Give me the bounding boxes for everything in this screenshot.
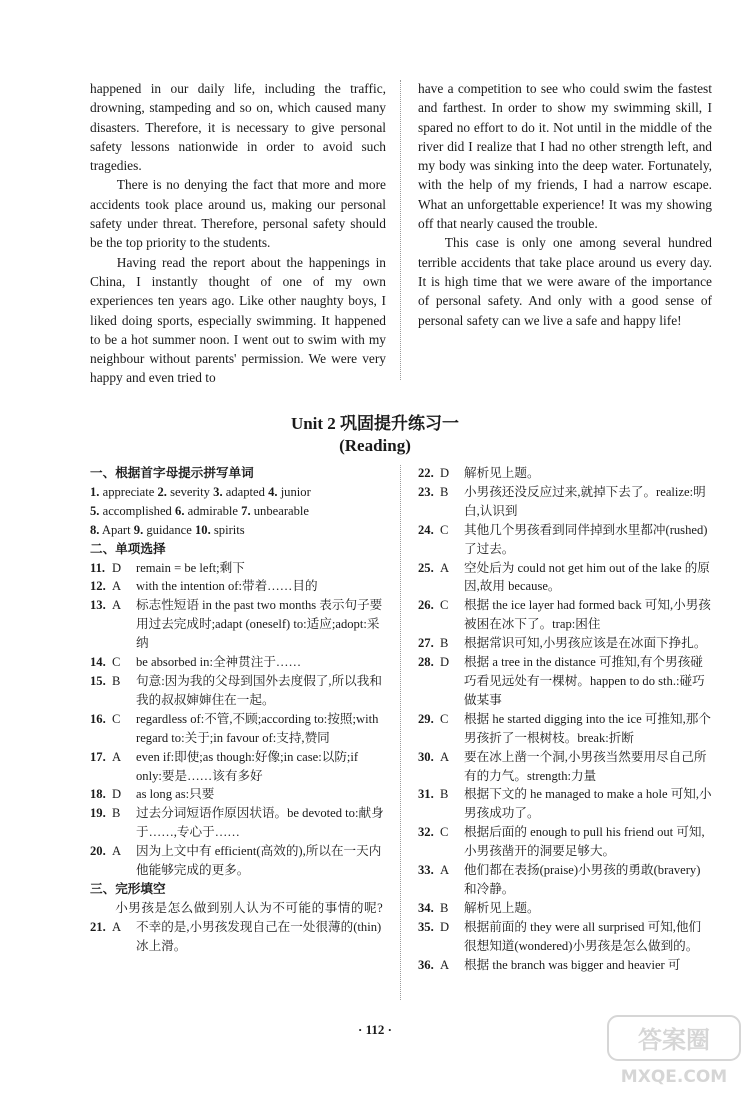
item-number: 9. [133,522,144,537]
column-divider [400,80,401,380]
essay-column-left [90,79,386,388]
section-intro: 小男孩是怎么做到别人认为不可能的事情的呢? [115,900,384,915]
vocab-line [90,521,386,540]
item-number: 8. [90,522,100,537]
vocab-word: admirable [187,503,238,518]
answer-row: 28. D 根据 a tree in the distance 可推知,有个男孩碰巧看见远处有一棵树。happen to do sth.:碰巧做某事 [418,655,705,707]
answer-row: 12. A with the intention of:带着……目的 [90,579,318,594]
vocab-word: Apart [101,522,131,537]
vocab-word: adapted [225,484,265,499]
section-title: 一、根据首字母提示拼写单词 [90,466,254,480]
answer-row: 24. C 其他几个男孩看到同伴掉到水里都冲(rushed)了过去。 [418,522,708,556]
answer-row: 31. B 根据下文的 he managed to make a hole 可知,小男孩成功了。 [418,787,712,821]
watermark-domain: MXQE.COM [620,1067,728,1087]
answer-row: 14. C be absorbed in:全神贯注于…… [90,655,302,670]
answer-row: 16. C regardless of:不管,不顾;according to:按照;with regard to:关于;in favour of:支持,赞同 [90,711,379,745]
essay-paragraph: happened in our daily life, including the traffic, drowning, stampeding and so on, which caused many disasters. Therefore, it is necessary to give personal safety lessons nationwide in order to avoid such tragedies. [90,81,386,174]
item-number: 4. [268,484,278,499]
answer-row: 26. C 根据 the ice layer had formed back 可知,小男孩被困在冰下了。trap:困住 [418,598,711,632]
answers-column-right [418,464,712,974]
vocab-word: accomplished [102,503,172,518]
answer-row: 36. A 根据 the branch was bigger and heavier 可 [418,957,681,972]
answer-row: 35. D 根据前面的 they were all surprised 可知,他们很想知道(wondered)小男孩是怎么做到的。 [418,919,702,953]
answers-column-left [90,464,386,956]
vocab-word: unbearable [253,503,309,518]
vocab-word: junior [280,484,311,499]
answer-row: 18. D as long as:只要 [90,787,215,802]
answer-row: 20. A 因为上文中有 efficient(高效的),所以在一天内他能够完成的更多。 [90,844,382,878]
answer-row: 32. C 根据后面的 enough to pull his friend out 可知,小男孩凿开的洞要足够大。 [418,825,705,859]
answer-row: 30. A 要在冰上凿一个洞,小男孩当然要用尽自己所有的力气。strength:力量 [418,749,707,783]
essay-paragraph: There is no denying the fact that more and more accidents took place around us, making our personal safety under threat. Therefore, personal safety should be the top priority to the students. [90,177,386,251]
unit-subtitle: (Reading) [339,436,411,455]
item-number: 5. [90,503,100,518]
item-number: 10. [195,522,211,537]
vocab-line [90,483,386,502]
answer-row: 25. A 空处后为 could not get him out of the lake 的原因,故用 because。 [418,560,710,594]
essay-paragraph: Having read the report about the happenings in China, I instantly thought of one of my own experiences ten years ago. Like other naughty boys, I liked doing sports, especially swimming. It happened to be a hot summer noon. I went out to swim with my neighbour without parents' permission. We were very happy and even tried to [90,254,386,386]
answer-row: 27. B 根据常识可知,小男孩应该是在冰面下挣扎。 [418,636,707,651]
unit-title: Unit 2 巩固提升练习一 [290,414,460,433]
answer-row: 29. C 根据 he started digging into the ice 可推知,那个男孩折了一根树枝。break:折断 [418,711,711,745]
answer-row: 19. B 过去分词短语作原因状语。be devoted to:献身于……,专心于…… [90,806,384,840]
answer-row: 17. A even if:即使;as though:好像;in case:以防;if only:要是……该有多好 [90,749,359,783]
watermark-text: 答案圈 [638,1026,710,1054]
vocab-word: guidance [146,522,192,537]
item-number: 2. [157,484,167,499]
vocab-word: appreciate [102,484,155,499]
item-number: 3. [213,484,223,499]
answer-row: 21. A 不幸的是,小男孩发现自己在一处很薄的(thin)冰上滑。 [90,919,382,953]
essay-paragraph: have a competition to see who could swim the fastest and farthest. In order to show my swimming skill, I spared no effort to do it. Not until in the middle of the river did I realize that I had no other strength left, and my body was sinking into the deep water. Fortunately, with the help of my friends, I had a narrow escape. What an unforgettable experience! It was my showing off that nearly caused the trouble. [418,81,712,232]
vocab-word: severity [170,484,210,499]
watermark-logo [606,1014,742,1088]
vocab-line [90,502,386,521]
answer-row: 15. B 句意:因为我的父母到国外去度假了,所以我和我的叔叔婶婶住在一起。 [90,673,382,707]
answer-row: 11. D remain = be left;剩下 [90,560,245,575]
item-number: 6. [175,503,185,518]
section-title: 二、单项选择 [90,541,166,556]
item-number: 7. [241,503,251,518]
essay-paragraph: This case is only one among several hundred terrible accidents that take place around us every day. It is high time that we were aware of the importance of personal safety. And only with a good sense of personal safety can we live a safe and happy life! [418,235,712,328]
answer-row: 34. B 解析见上题。 [418,900,540,915]
answer-row: 33. A 他们都在表扬(praise)小男孩的勇敢(bravery)和冷静。 [418,863,701,896]
vocab-word: spirits [213,522,245,537]
answer-row: 13. A 标志性短语 in the past two months 表示句子要用过去完成时;adapt (oneself) to:适应;adopt:采纳 [90,598,383,651]
answer-row: 22. D 解析见上题。 [418,466,540,480]
item-number: 1. [90,484,100,499]
essay-column-right [418,79,712,330]
section-title: 三、完形填空 [90,881,166,896]
page-number: · 112 · [358,1022,392,1037]
answer-row: 23. B 小男孩还没反应过来,就掉下去了。realize:明白,认识到 [418,484,706,518]
column-divider [400,465,401,1000]
